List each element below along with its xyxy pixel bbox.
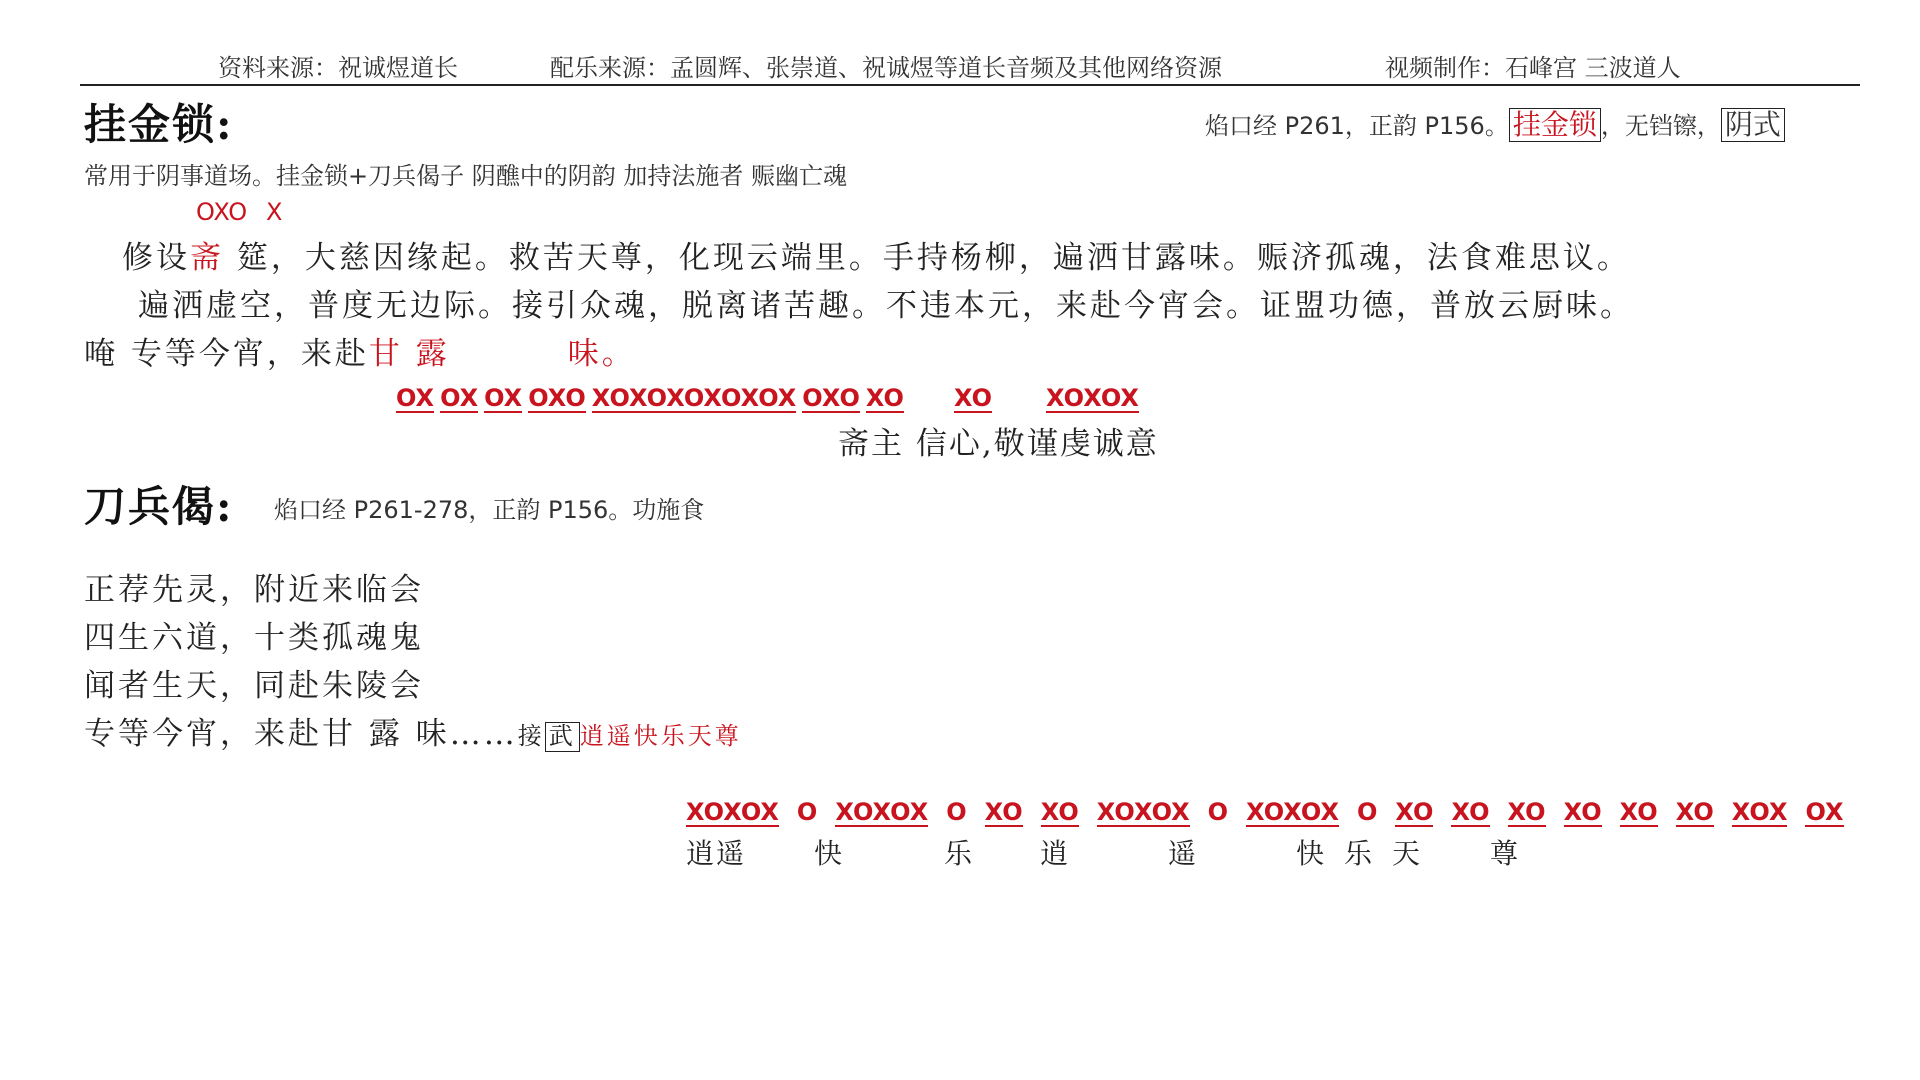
verse-line-1-start: 修设 (122, 240, 190, 276)
next-tune-name: 逍遥快乐天尊 (579, 722, 742, 750)
verse-line-1 (122, 232, 1631, 277)
beat-mark: OX (396, 384, 435, 412)
verse-line-3-red1: 甘 露 (368, 336, 450, 372)
beat-mark: OX (440, 384, 479, 412)
beat-mark: XO (1395, 798, 1434, 826)
lyric-zun: 尊 (1490, 837, 1521, 870)
verse2-line-4-text: 专等今宵，来赴甘 露 味…… (84, 716, 518, 752)
beat-mark: XO (953, 384, 993, 412)
beat-mark: OX (484, 384, 523, 412)
verse2-line-4 (84, 708, 742, 753)
lyric-xiao: 逍 (1040, 837, 1071, 870)
source-credit: 资料来源：祝诚煜道长 (218, 54, 458, 82)
response-line: 斋主 信心,敬谨虔诚意 (838, 426, 1159, 462)
beat-mark: XOXOX (1046, 384, 1139, 412)
lyric-kuai: 快 (814, 837, 845, 870)
lyric-le-2: 乐 (1344, 837, 1375, 870)
beat-mark: XOXOX (835, 798, 929, 826)
beat-mark: XO (1040, 798, 1079, 826)
section1-notation-row (396, 384, 1145, 413)
lyric-tian: 天 (1392, 837, 1423, 870)
beat-mark: XOXOX (1096, 798, 1190, 826)
verse2-line-1: 正荐先灵，附近来临会 (84, 572, 424, 608)
section1-note: 常用于阴事道场。挂金锁+刀兵偈子 阴醮中的阴韵 加持法施者 赈幽亡魂 (84, 162, 847, 190)
tune-name-box: 挂金锁 (1509, 108, 1601, 142)
verse2-line-2: 四生六道，十类孤魂鬼 (84, 620, 424, 656)
beat-rest: O (1356, 798, 1378, 826)
section-title-guajinsuo: 挂金锁: (84, 100, 234, 149)
mark-above-1: OXO (196, 198, 248, 226)
continue-marker: 接 (517, 722, 545, 750)
video-credit: 视频制作：石峰宫 三波道人 (1385, 54, 1681, 82)
reference-text: 焰口经 P261，正韵 P156。 (1205, 112, 1509, 140)
lyric-yao: 遥 (1168, 837, 1199, 870)
beat-rest: O (796, 798, 818, 826)
verse2-line-3: 闻者生天，同赴朱陵会 (84, 668, 424, 704)
beat-rest: O (1207, 798, 1229, 826)
section2-notation-row (686, 798, 1850, 827)
verse-line-2: 遍洒虚空，普度无边际。接引众魂，脱离诸苦趣。不违本元，来赴今宵会。证盟功德，普放云厨味。 (138, 288, 1634, 324)
section1-reference (1205, 106, 1785, 142)
verse-line-3-start: 唵 专等今宵，来赴 (84, 336, 369, 372)
beat-mark: OX (1805, 798, 1844, 826)
verse-line-1-rest: 筵，大慈因缘起。救苦天尊，化现云端里。手持杨柳，遍洒甘露味。赈济孤魂，法食难思议。 (236, 240, 1631, 276)
beat-mark: XO (865, 384, 904, 412)
section-title-daobingji: 刀兵偈: (84, 482, 234, 531)
wu-box: 武 (545, 722, 580, 752)
beat-mark: XO (1563, 798, 1602, 826)
beat-mark: XOX (1731, 798, 1788, 826)
beat-mark: OXO (528, 384, 586, 412)
beat-mark: XO (1451, 798, 1490, 826)
verse-red-char: 斋 (190, 240, 224, 276)
lyric-xiaoyao: 逍遥 (686, 837, 747, 870)
beat-mark: XO (1507, 798, 1546, 826)
beat-mark: XO (984, 798, 1023, 826)
lyric-kuai-2: 快 (1296, 837, 1327, 870)
beat-mark: XO (1675, 798, 1714, 826)
beat-mark: XOXOXOXOXOX (591, 384, 797, 412)
beat-rest: O (946, 798, 967, 826)
music-credit: 配乐来源：孟圆辉、张崇道、祝诚煜等道长音频及其他网络资源 (550, 54, 1222, 82)
style-box: 阴式 (1721, 108, 1785, 142)
section2-reference: 焰口经 P261-278，正韵 P156。功施食 (274, 496, 705, 524)
beat-mark: OXO (802, 384, 860, 412)
beat-mark: XOXOX (1246, 798, 1339, 826)
header-divider (80, 84, 1860, 86)
lyric-le: 乐 (944, 837, 975, 870)
verse-line-3 (84, 328, 636, 373)
beat-mark: XO (1619, 798, 1658, 826)
reference-middle: ，无铛镲， (1600, 112, 1721, 140)
verse-line-3-red2: 味。 (567, 336, 636, 372)
beat-mark: XOXOX (686, 798, 779, 826)
mark-above-2: X (266, 198, 283, 226)
